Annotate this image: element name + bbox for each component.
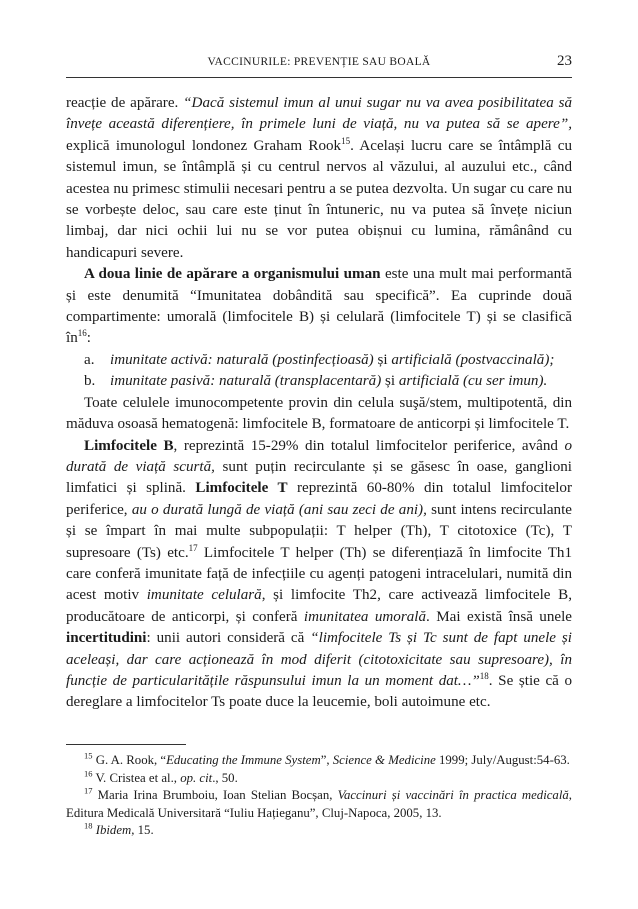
footnotes: [66, 752, 572, 840]
footnote-ref: 16: [77, 328, 87, 339]
quote-italic: “limfocitele Ts și Tc sunt de fapt unele și aceleași, dar care acționează în mod diferit (citotoxicitate sau supresoare), în funcție de particularitățile răspunsului imun la un moment dat…”: [66, 630, 572, 689]
body-text: [66, 93, 572, 714]
list-item-body: [110, 371, 572, 392]
text-run: reacție de apărare.: [66, 95, 184, 111]
running-title: VACCINURILE: PREVENȚIE SAU BOALĂ: [207, 56, 431, 68]
footnote-ref: 17: [188, 542, 198, 553]
paragraph-4: [66, 436, 572, 714]
italic-run: Educating the Immune System: [166, 753, 321, 767]
footnote-rule: [66, 744, 186, 745]
italic-run: imunitate celulară: [146, 587, 262, 604]
list-item-body: [110, 350, 572, 371]
text-run: reprezintă 60-80% din totalul limfocitelor periferice,: [66, 480, 572, 518]
bold-run: incertitudini: [66, 630, 147, 647]
paragraph-3: Toate celulele imunocompetente provin din celula suşă/stem, multipotentă, din măduva osoasă hematogenă: limfocitele B, formatoare de anticorpi și limfocitele T.: [66, 394, 572, 433]
text-run: , reprezintă 15-29% din totalul limfocitelor periferice, având: [173, 437, 565, 454]
text-run: , 15.: [131, 823, 154, 838]
italic-run: imunitatea umorală: [303, 608, 427, 625]
list-marker: a.: [84, 351, 95, 368]
text-run: ”,: [320, 753, 333, 767]
text-run: . Același lucru care se întâmplă cu sistemul imun, se întâmplă și cu centrul nervos al văzului, al auzului etc., când acestea nu primesc stimulii necesari pentru a se putea dezvolta. Un sugar cu care nu se vorbește deloc, sau care este ținut în întuneric, nu va putea să învețe niciun limbaj, dar nici ochii lui nu se vor putea obișnui cu lumina, rămânând cu handicapuri severe.: [66, 137, 572, 261]
text-run: , și limfocite Th2, care activează limfocitele B, producătoare de anticorpi, și conferă: [66, 587, 573, 625]
text-run: :: [86, 330, 91, 347]
text-run: V. Cristea et al.,: [92, 770, 181, 785]
italic-run: o durată de viață scurtă,: [66, 437, 572, 475]
paragraph-1: [66, 93, 572, 264]
italic-run: imunitate activă: naturală (postinfecțioasă): [110, 351, 374, 368]
text-run: și: [373, 351, 392, 368]
text-run: , Editura Medicală Universitară “Iuliu Hațieganu”, Cluj-Napoca, 2005, 13.: [66, 788, 572, 820]
italic-run: imunitate pasivă: naturală (transplacentară): [110, 373, 382, 390]
footnote-ref: 18: [479, 670, 489, 681]
text-run: sunt puțin recirculante și se găsesc în oase, ganglioni limfatici și splină.: [66, 458, 572, 497]
text-run: ., 50.: [212, 770, 238, 785]
italic-run: Ibidem: [95, 823, 132, 838]
footnote-number: 17: [84, 785, 93, 796]
footnote-number: 16: [84, 768, 93, 779]
text-run: G. A. Rook, “: [92, 753, 167, 767]
paragraph-2: [66, 264, 572, 350]
list-item: [66, 350, 572, 371]
footnote-16: [66, 770, 572, 788]
italic-run: op. cit: [180, 770, 213, 785]
text-run: 1999; July/August:54-63.: [435, 753, 570, 767]
page-header: [66, 53, 572, 76]
list-item: [66, 371, 572, 392]
footnote-15: [66, 752, 572, 770]
quote-italic: “Dacă sistemul imun al unui sugar nu va avea posibilitatea să învețe această diferențiere, în primele luni de viață, nu va putea să se apere”,: [66, 95, 572, 133]
italic-run: artificială (postvaccinală);: [391, 351, 555, 368]
footnote-number: 18: [84, 821, 93, 832]
page-number: 23: [557, 53, 572, 69]
italic-run: Vaccinuri și vaccinări în practica medicală: [337, 788, 569, 803]
text-run: explică imunologul londonez Graham Rook: [66, 137, 342, 154]
text-run: Limfocitele T helper (Th) se diferențiază în limfocite Th1 care conferă imunitate față de infecțiile cu agenți patogeni intracelulari, numită din acest motiv: [66, 544, 573, 604]
italic-run: artificială (cu ser imun).: [398, 373, 548, 390]
footnote-17: [66, 787, 572, 822]
footnote-ref: 15: [341, 135, 351, 146]
bold-run: Limfocitele B: [84, 437, 174, 454]
bold-run: A doua linie de apărare a organismului uman: [84, 266, 381, 283]
text-run: . Se știe că o dereglare a limfocitelor Ts poate duce la leucemie, boli autoimune etc.: [66, 672, 572, 711]
text-run: . Mai există însă unele: [426, 608, 572, 625]
bold-run: Limfocitele T: [195, 480, 288, 497]
text-run: este una mult mai performantă și este denumită “Imunitatea dobândită sau specifică”. Ea cuprinde două compartimente: umorală (limfocitele B) și celulară (limfocitele T) și se clasifică în: [66, 266, 573, 347]
text-run: și: [381, 373, 399, 390]
footnote-18: [66, 822, 572, 840]
italic-run: au o durată lungă de viață (ani sau zeci de ani),: [131, 501, 427, 518]
text-run: sunt intens recirculante și se împart în mai multe subpopulații: T helper (Th), T citotoxice (Tc), T supresoare (Ts) etc.: [66, 501, 572, 561]
list-marker: b.: [84, 373, 96, 390]
header-rule: [66, 77, 572, 78]
text-run: : unii autori consideră că: [146, 630, 311, 647]
footnote-number: 15: [84, 750, 93, 761]
text-run: Maria Irina Brumboiu, Ioan Stelian Bocșan,: [92, 788, 338, 803]
italic-run: Science & Medicine: [332, 753, 436, 767]
